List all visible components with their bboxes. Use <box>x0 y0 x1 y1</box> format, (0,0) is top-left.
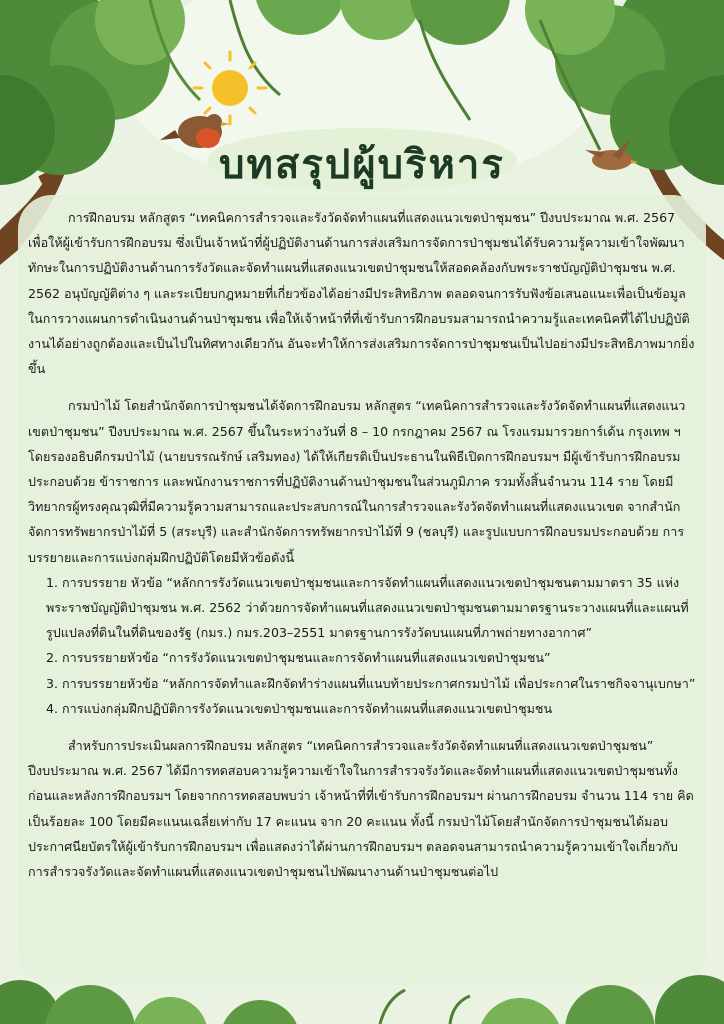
topic-item-1: 1. การบรรยาย หัวข้อ “หลักการรังวัดแนวเขตป่าชุมชนและการจัดทำแผนที่แสดงแนวเขตป่าชุมชนตามมาตรา 35 แห่งพระราชบัญญัติป่าชุมชน พ.ศ. 2562 ว่าด้วยการจัดทำแผนที่แสดงแนวเขตป่าชุมชนตามมาตรฐานระวางแผนที่และแผนที่รูปแปลงที่ดินในที่ดินของรัฐ (กมร.) กมร.203–2551 มาตรฐานการรังวัดบนแผนที่ภาพถ่ายทางอากาศ” <box>46 574 689 641</box>
topic-item-4: 4. การแบ่งกลุ่มฝึกปฏิบัติการรังวัดแนวเขตป่าชุมชนและการจัดทำแผนที่แสดงแนวเขตป่าชุมชน <box>46 700 553 716</box>
topic-item-3: 3. การบรรยายหัวข้อ “หลักการจัดทำและฝึกจัดทำร่างแผนที่แนบท้ายประกาศกรมป่าไม้ เพื่อประกาศในราชกิจจานุเบกษา” <box>46 675 696 691</box>
evaluation-paragraph: สำหรับการประเมินผลการฝึกอบรม หลักสูตร “เทคนิคการสำรวจและรังวัดจัดทำแผนที่แสดงแนวเขตป่าชุมชน” ปีงบประมาณ พ.ศ. 2567 ได้มีการทดสอบความรู้ความเข้าใจในการสำรวจรังวัดและจัดทำแผนที่แสดงแนวเขตป่าชุมชนทั้งก่อนและหลังการฝึกอบรมฯ โดยจากการทดสอบพบว่า เจ้าหน้าที่ที่เข้ารับการฝึกอบรมฯ ผ่านการฝึกอบรม จำนวน 114 ราย คิดเป็นร้อยละ 100 โดยมีคะแนนเฉลี่ยเท่ากับ 17 คะแนน จาก 20 คะแนน ทั้งนี้ กรมป่าไม้โดยสำนักจัดการป่าชุมชนได้มอบประกาศนียบัตรให้ผู้เข้ารับการฝึกอบรมฯ เพื่อแสดงว่าได้ผ่านการฝึกอบรมฯ ตลอดจนสามารถนำความรู้ความเข้าใจเกี่ยวกับการสำรวจรังวัดและจัดทำแผนที่แสดงแนวเขตป่าชุมชนไปพัฒนางานด้านป่าชุมชนต่อไป <box>28 738 694 880</box>
document-body <box>28 205 696 884</box>
topic-item-2: 2. การบรรยายหัวข้อ “การรังวัดแนวเขตป่าชุมชนและการจัดทำแผนที่แสดงแนวเขตป่าชุมชน” <box>46 650 551 666</box>
page-title: บทสรุปผู้บริหาร <box>219 141 505 188</box>
intro-paragraph: การฝึกอบรม หลักสูตร “เทคนิคการสำรวจและรังวัดจัดทำแผนที่แสดงแนวเขตป่าชุมชน” ปีงบประมาณ พ.ศ. 2567 เพื่อให้ผู้เข้ารับการฝึกอบรม ซึ่งเป็นเจ้าหน้าที่ผู้ปฏิบัติงานด้านการส่งเสริมการจัดการป่าชุมชนได้รับความรู้ความเข้าใจพัฒนาทักษะในการปฏิบัติงานด้านการรังวัดและจัดทำแผนที่แสดงแนวเขตป่าชุมชนให้สอดคล้องกับพระราชบัญญัติป่าชุมชน พ.ศ. 2562 อนุบัญญัติต่าง ๆ และระเบียบกฎหมายที่เกี่ยวข้องได้อย่างมีประสิทธิภาพ ตลอดจนการรับฟังข้อเสนอแนะเพื่อเป็นข้อมูลในการวางแผนการดำเนินงานด้านป่าชุมชน เพื่อให้เจ้าหน้าที่ที่เข้ารับการฝึกอบรมสามารถนำความรู้และเทคนิคที่ได้ไปปฏิบัติงานได้อย่างถูกต้องและเป็นไปในทิศทางเดียวกัน อันจะทำให้การส่งเสริมการจัดการป่าชุมชนเป็นไปอย่างมีประสิทธิภาพมากยิ่งขึ้น <box>28 210 695 377</box>
training-details-paragraph: กรมป่าไม้ โดยสำนักจัดการป่าชุมชนได้จัดการฝึกอบรม หลักสูตร “เทคนิคการสำรวจและรังวัดจัดทำแผนที่แสดงแนวเขตป่าชุมชน” ปีงบประมาณ พ.ศ. 2567 ขึ้นในระหว่างวันที่ 8 – 10 กรกฎาคม 2567 ณ โรงแรมมารวยการ์เด้น กรุงเทพ ฯ โดยรองอธิบดีกรมป่าไม้ (นายบรรณรักษ์ เสริมทอง) ได้ให้เกียรติเป็นประธานในพิธีเปิดการฝึกอบรมฯ มีผู้เข้ารับการฝึกอบรมประกอบด้วย ข้าราชการ และพนักงานราชการที่ปฏิบัติงานด้านป่าชุมชนในส่วนภูมิภาค รวมทั้งสิ้นจำนวน 114 ราย โดยมีวิทยากรผู้ทรงคุณวุฒิที่มีความรู้ความสามารถและประสบการณ์ในการสำรวจและรังวัดจัดทำแผนที่แสดงแนวเขต จากสำนักจัดการทรัพยากรป่าไม้ที่ 5 (สระบุรี) และสำนักจัดการทรัพยากรป่าไม้ที่ 9 (ชลบุรี) และรูปแบบการฝึกอบรมประกอบด้วย การบรรยายและการแบ่งกลุ่มฝึกปฏิบัติโดยมีหัวข้อดังนี้ <box>28 398 686 565</box>
